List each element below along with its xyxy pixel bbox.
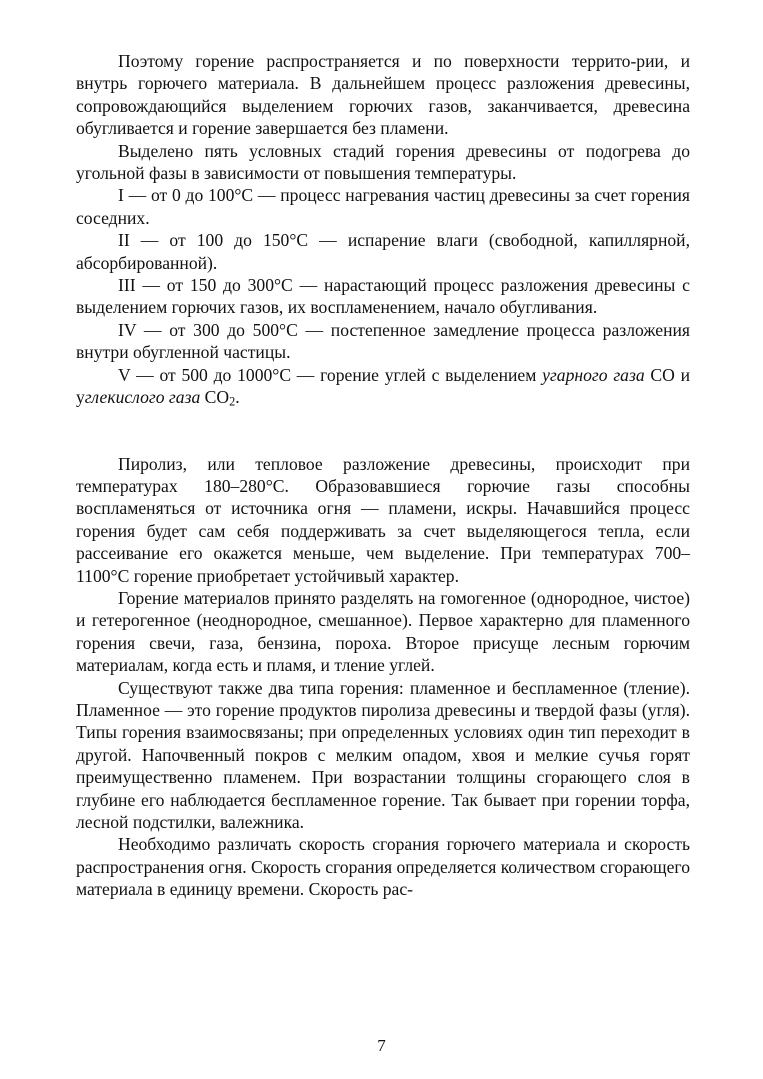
paragraph-combustion-rate: Необходимо различать скорость сгорания горючего материала и скорость распространения огня. Скорость сгорания определяется количеством сгорающего материала в единицу времени. Скорость рас- (76, 834, 690, 900)
paragraph-stage-2: II — от 100 до 150°С — испарение влаги (свободной, капиллярной, абсорбированной). (76, 230, 690, 273)
paragraph-flame-types: Существуют также два типа горения: пламенное и беспламенное (тление). Пламенное — это горение продуктов пиролиза древесины и твердой фазы (угля). Типы горения взаимосвязаны; при определенных условиях один тип переходит в другой. Напочвенный покров с мелким опадом, хвоя и мелкие сучья горят преимущественно пламенем. При возрастании толщины сгорающего слоя в глубине его наблюдается беспламенное горение. Так бывает при горении торфа, лесной подстилки, валежника. (76, 677, 690, 832)
paragraph-homogeneous-heterogeneous: Горение материалов принято разделять на гомогенное (однородное, чистое) и гетерогенное (неоднородное, смешанное). Первое характерно для пламенного горения свечи, газа, бензина, пороха. Второе присуще лесным горючим материалам, когда есть и пламя, и тление углей. (76, 587, 690, 676)
co2-formula: СО (204, 387, 230, 408)
stage-5-prefix: V — от 500 до 1000°С — горение углей с выделением (118, 364, 543, 385)
paragraph-pyrolysis: Пиролиз, или тепловое разложение древесины, происходит при температурах 180–280°С. Образовавшиеся горючие газы способны воспламеняться от источника огня — пламени, искры. Начавшийся процесс горения будет сам себя поддерживать за счет выделяющегося тепла, если рассеивание его окажется меньше, чем выделение. При температурах 700–1100°С горение приобретает устойчивый характер. (76, 453, 690, 586)
term-carbon-dioxide: глекислого газа (84, 387, 201, 408)
paragraph-stage-5 (76, 364, 690, 409)
paragraph-combustion-spread: Поэтому горение распространяется и по поверхности террито-рии, и внутрь горючего материала. В дальнейшем процесс разложения древесины, сопровождающийся выделением горючих газов, заканчивается, древесина обугливается и горение завершается без пламени. (76, 51, 690, 139)
paragraph-five-stages-intro: Выделено пять условных стадий горения древесины от подогрева до угольной фазы в зависимости от повышения температуры. (76, 140, 690, 184)
paragraph-stage-1: I — от 0 до 100°С — процесс нагревания частиц древесины за счет горения соседних. (76, 185, 690, 228)
term-co2-prefix: у (76, 387, 85, 408)
section-gap (76, 409, 690, 453)
paragraph-stage-4: IV — от 300 до 500°С — постепенное замедление процесса разложения внутри обугленной частицы. (76, 319, 690, 363)
page-body (76, 50, 690, 901)
stage-5-middle: СО и (644, 364, 691, 385)
term-carbon-monoxide: угарного газа (542, 364, 645, 385)
paragraph-stage-3: III — от 150 до 300°С — нарастающий процесс разложения древесины с выделением горючих газов, их воспламенением, начало обугливания. (76, 275, 690, 318)
page-number: 7 (377, 1036, 386, 1055)
co2-subscript: 2 (229, 394, 236, 409)
stage-5-end: . (235, 387, 240, 408)
